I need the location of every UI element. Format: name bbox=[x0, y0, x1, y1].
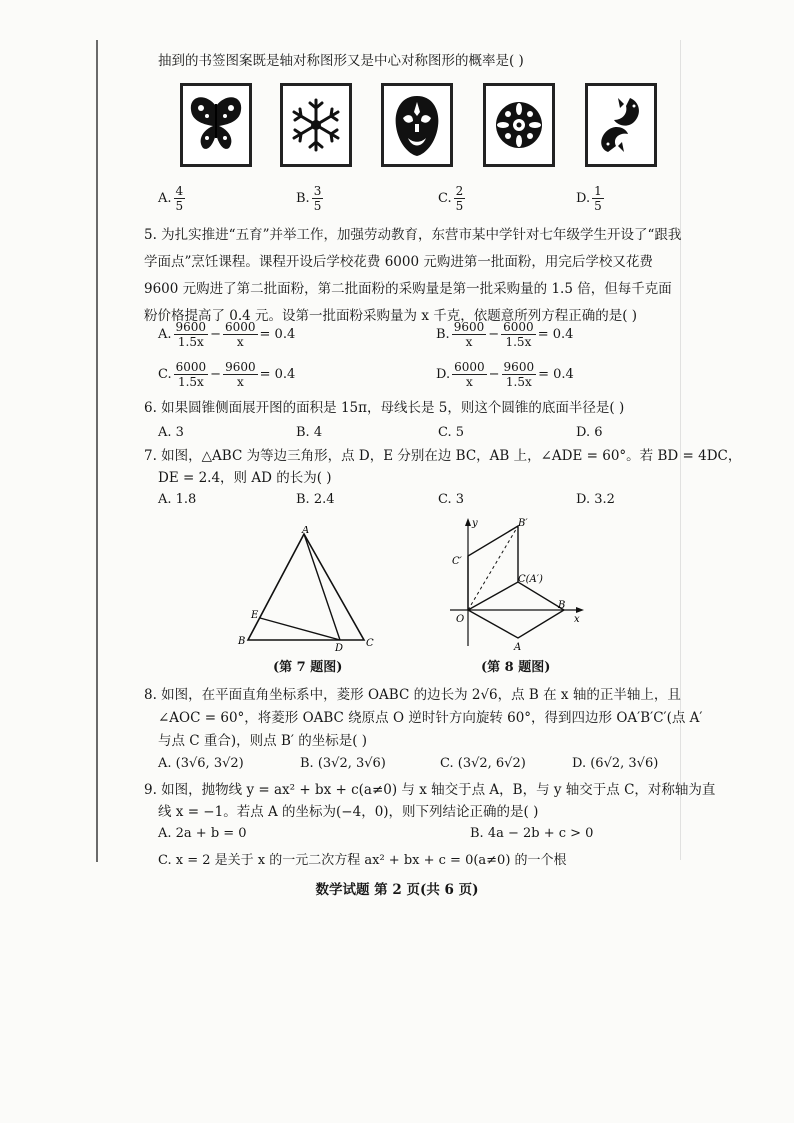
q5-stem: 5. 为扎实推进“五育”并举工作，加强劳动教育，东营市某中学针对七年级学生开设了“跟我学面点”烹饪课程。课程开设后学校花费 6000 元购进第一批面粉，用完后学校又花费 9600 元购进了第二批面粉，第二批面粉的采购量是第一批采购量的 1.5 倍，但每千克面粉价格提高了 0.4 元。设第一批面粉采购量为 x 千克，依题意所列方程正确的是( ) bbox=[144, 227, 682, 324]
q4-stem: 抽到的书签图案既是轴对称图形又是中心对称图形的概率是( ) bbox=[158, 53, 524, 69]
q4-option-c[interactable]: C. $\frac{2}{5}$ bbox=[438, 184, 464, 213]
snowflake-icon bbox=[283, 86, 349, 164]
q5-option-d[interactable]: D. $\frac{6000}{x}$ − $\frac{9600}{1.5x}$ = 0.4 bbox=[436, 360, 574, 389]
flower-pattern-icon bbox=[486, 86, 552, 164]
q9-option-b[interactable]: B. 4a − 2b + c > 0 bbox=[470, 826, 594, 841]
snowflake-picture bbox=[280, 83, 352, 167]
koi-fish-picture bbox=[585, 83, 657, 167]
opera-mask-icon bbox=[384, 86, 450, 164]
label-c: C bbox=[366, 638, 374, 649]
q6-option-c[interactable]: C. 5 bbox=[438, 425, 465, 440]
label-d: D bbox=[335, 643, 344, 652]
fraction: $\frac{2}{5}$ bbox=[455, 184, 464, 213]
q4-option-d[interactable]: D. $\frac{1}{5}$ bbox=[576, 184, 602, 213]
label-b: B bbox=[558, 600, 566, 611]
fraction: $\frac{1}{5}$ bbox=[594, 184, 602, 213]
q8-option-c[interactable]: C. (3√2, 6√2) bbox=[440, 756, 526, 771]
q7-option-b[interactable]: B. 2.4 bbox=[296, 492, 335, 507]
q7-option-c[interactable]: C. 3 bbox=[438, 492, 465, 507]
q8-option-a[interactable]: A. (3√6, 3√2) bbox=[158, 756, 244, 771]
butterfly-icon bbox=[183, 86, 249, 164]
q4-option-a[interactable]: A. $\frac{4}{5}$ bbox=[158, 184, 184, 213]
q9-option-a[interactable]: A. 2a + b = 0 bbox=[158, 826, 247, 841]
flower-pattern-picture bbox=[483, 83, 555, 167]
q5-option-c[interactable]: C. $\frac{6000}{1.5x}$ − $\frac{9600}{x}$ = 0.4 bbox=[158, 360, 296, 389]
q8-stem-line-1: 8. 如图，在平面直角坐标系中，菱形 OABC 的边长为 2√6，点 B 在 x 轴的正半轴上，且 bbox=[144, 687, 681, 703]
q7-figure-caption: (第 7 题图) bbox=[273, 660, 343, 675]
q6-stem: 6. 如果圆锥侧面展开图的面积是 15π，母线长是 5，则这个圆锥的底面半径是( ) bbox=[144, 400, 625, 416]
fraction: $\frac{3}{5}$ bbox=[313, 184, 322, 213]
q8-option-d[interactable]: D. (6√2, 3√6) bbox=[572, 756, 659, 771]
label-b: B bbox=[238, 636, 246, 647]
q9-stem-line-1: 9. 如图，抛物线 y = ax² + bx + c(a≠0) 与 x 轴交于点 A，B，与 y 轴交于点 C，对称轴为直 bbox=[144, 782, 716, 798]
label-a: A bbox=[302, 526, 310, 536]
q8-option-b[interactable]: B. (3√2, 3√6) bbox=[300, 756, 386, 771]
q7-triangle-figure bbox=[236, 526, 386, 652]
q6-option-a[interactable]: A. 3 bbox=[158, 425, 184, 440]
label-e: E bbox=[251, 610, 259, 621]
opera-mask-picture bbox=[381, 83, 453, 167]
q7-stem-line-2: DE = 2.4，则 AD 的长为( ) bbox=[158, 470, 332, 486]
label-b-prime: B′ bbox=[518, 518, 528, 529]
q9-option-c[interactable]: C. x = 2 是关于 x 的一元二次方程 ax² + bx + c = 0(a≠0) 的一个根 bbox=[158, 853, 567, 868]
q5-option-b[interactable]: B. $\frac{9600}{x}$ − $\frac{6000}{1.5x}$ = 0.4 bbox=[436, 320, 574, 349]
q8-coordinate-figure bbox=[446, 514, 586, 654]
q8-figure-caption: (第 8 题图) bbox=[481, 660, 551, 675]
label-o: O bbox=[456, 614, 465, 625]
label-a: A bbox=[514, 642, 522, 653]
q8-stem-line-2: ∠AOC = 60°，将菱形 OABC 绕原点 O 逆时针方向旋转 60°，得到四边形 OA′B′C′(点 A′ bbox=[158, 710, 703, 726]
page-margin-line bbox=[96, 40, 98, 862]
q9-stem-line-2: 线 x = −1。若点 A 的坐标为(−4，0)，则下列结论正确的是( ) bbox=[158, 804, 539, 820]
q7-option-a[interactable]: A. 1.8 bbox=[158, 492, 197, 507]
q6-option-b[interactable]: B. 4 bbox=[296, 425, 323, 440]
q8-stem-line-3: 与点 C 重合)，则点 B′ 的坐标是( ) bbox=[158, 733, 368, 749]
label-x: x bbox=[574, 614, 580, 625]
label-c-a-prime: C(A′) bbox=[518, 574, 543, 585]
koi-fish-icon bbox=[588, 86, 654, 164]
label-c-prime: C′ bbox=[452, 556, 462, 567]
q4-option-b[interactable]: B. $\frac{3}{5}$ bbox=[296, 184, 322, 213]
q6-option-d[interactable]: D. 6 bbox=[576, 425, 603, 440]
q7-option-d[interactable]: D. 3.2 bbox=[576, 492, 615, 507]
butterfly-picture bbox=[180, 83, 252, 167]
q5-option-a[interactable]: A. $\frac{9600}{1.5x}$ − $\frac{6000}{x}$ = 0.4 bbox=[158, 320, 296, 349]
fraction: $\frac{4}{5}$ bbox=[175, 184, 184, 213]
q7-stem-line-1: 7. 如图，△ABC 为等边三角形，点 D，E 分别在边 BC，AB 上，∠ADE = 60°。若 BD = 4DC， bbox=[144, 448, 742, 464]
page-footer: 数学试题 第 2 页(共 6 页) bbox=[315, 882, 479, 898]
label-y: y bbox=[472, 518, 478, 529]
